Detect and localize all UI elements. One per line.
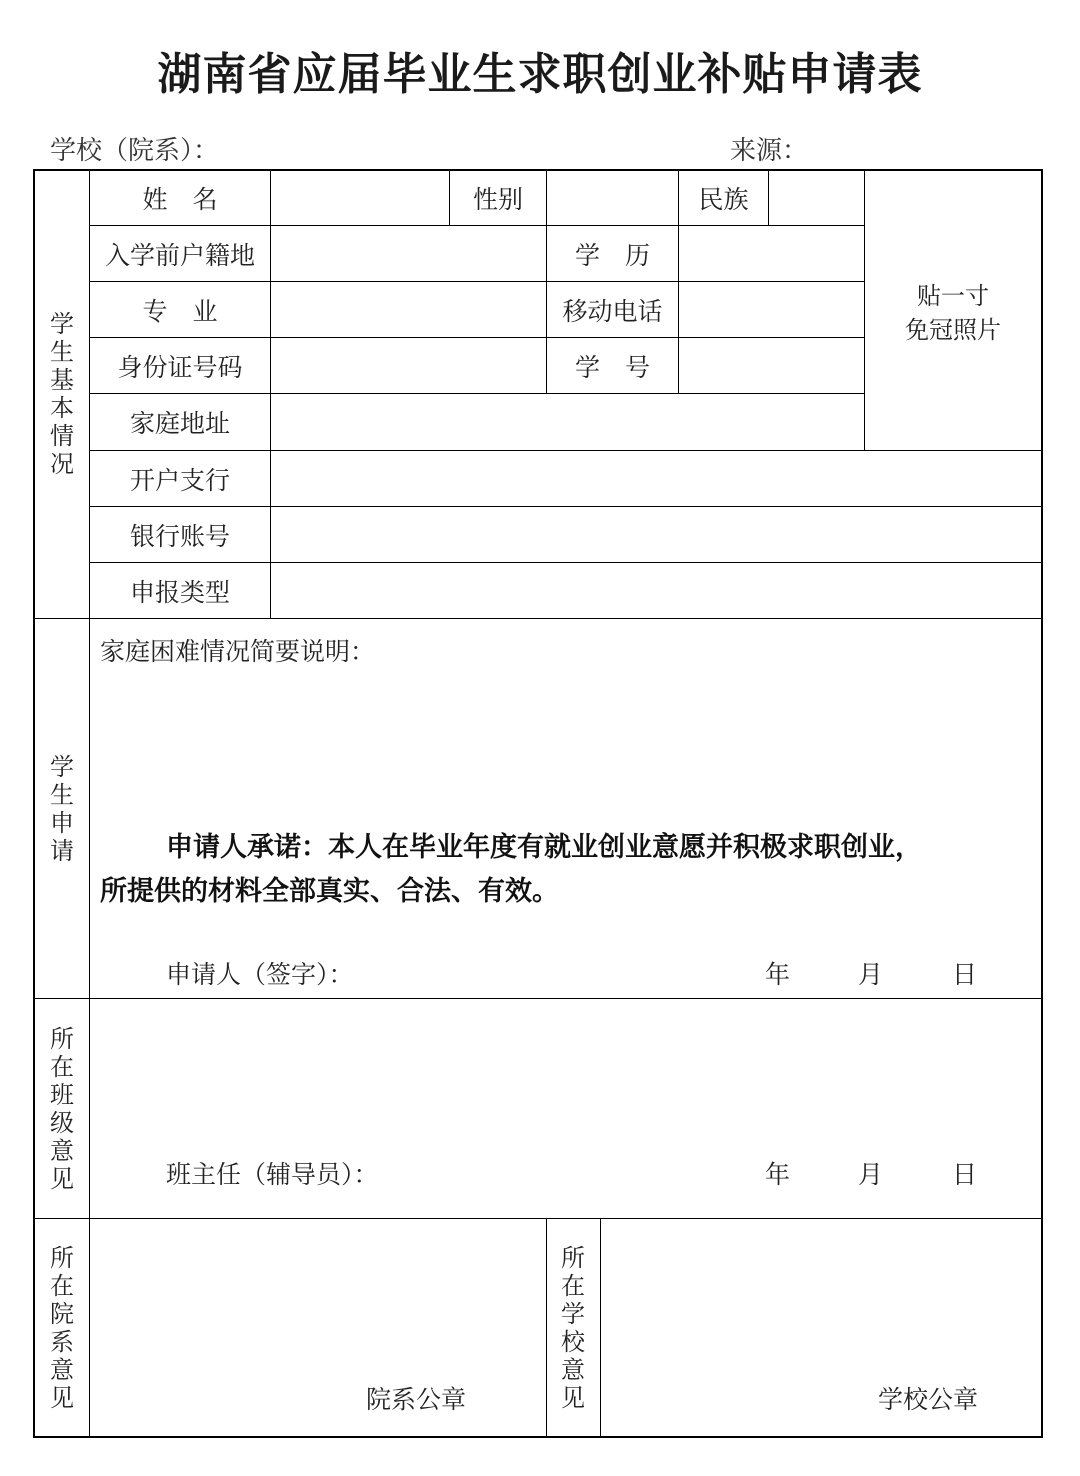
student-no-field[interactable] bbox=[679, 338, 864, 393]
label-mobile: 移动电话 bbox=[562, 296, 663, 326]
section-school-opinion: 所 在 学 校 意 见 bbox=[561, 1244, 585, 1412]
section-class-opinion: 所 在 班 级 意 见 bbox=[50, 1024, 74, 1193]
pledge-line1: 申请人承诺：本人在毕业年度有就业创业意愿并积极求职创业， bbox=[166, 832, 922, 863]
difficulty-label: 家庭困难情况简要说明： bbox=[100, 637, 376, 666]
date-day: 日 bbox=[952, 960, 978, 989]
source-label: 来源： bbox=[730, 136, 809, 166]
education-field[interactable] bbox=[679, 226, 864, 281]
label-hukou: 入学前户籍地 bbox=[104, 240, 255, 270]
name-field[interactable] bbox=[271, 170, 449, 225]
dept-stamp-label: 院系公章 bbox=[366, 1385, 467, 1414]
grid-line bbox=[34, 618, 1042, 619]
label-bank-branch: 开户支行 bbox=[129, 465, 230, 495]
label-student-no: 学 号 bbox=[574, 352, 650, 382]
mobile-field[interactable] bbox=[679, 282, 864, 337]
grid-line bbox=[34, 998, 1042, 999]
counselor-signature-label: 班主任（辅导员）： bbox=[166, 1160, 379, 1189]
photo-placeholder bbox=[864, 279, 1042, 347]
section-application: 学 生 申 请 bbox=[50, 752, 74, 865]
pledge-line2: 所提供的材料全部真实、合法、有效。 bbox=[100, 876, 559, 907]
date-year: 年 bbox=[765, 960, 791, 989]
label-apply-type: 申报类型 bbox=[129, 577, 230, 607]
major-field[interactable] bbox=[271, 282, 546, 337]
date-day: 日 bbox=[952, 1160, 978, 1189]
section-basic-info: 学 生 基 本 情 况 bbox=[50, 310, 74, 478]
label-address: 家庭地址 bbox=[129, 409, 230, 438]
photo-text-line1: 贴一寸 bbox=[917, 282, 989, 310]
label-education: 学 历 bbox=[574, 240, 650, 270]
date-month: 月 bbox=[858, 960, 884, 989]
label-ethnicity: 民族 bbox=[698, 184, 749, 214]
id-number-field[interactable] bbox=[271, 338, 546, 393]
label-name: 姓 名 bbox=[142, 184, 218, 214]
label-gender: 性别 bbox=[472, 184, 523, 214]
bank-branch-field[interactable] bbox=[271, 451, 1042, 506]
section-dept-opinion: 所 在 院 系 意 见 bbox=[50, 1244, 74, 1412]
date-year: 年 bbox=[765, 1160, 791, 1189]
grid-line bbox=[34, 1218, 1042, 1219]
applicant-pledge bbox=[100, 826, 1030, 914]
address-field[interactable] bbox=[271, 394, 864, 450]
applicant-signature-label: 申请人（签字）： bbox=[166, 960, 354, 989]
school-stamp-label: 学校公章 bbox=[878, 1385, 979, 1414]
label-major: 专 业 bbox=[142, 296, 218, 326]
ethnicity-field[interactable] bbox=[769, 170, 864, 225]
label-id-number: 身份证号码 bbox=[117, 352, 243, 382]
school-label: 学校（院系）： bbox=[50, 136, 220, 166]
date-month: 月 bbox=[858, 1160, 884, 1189]
apply-type-field[interactable] bbox=[271, 563, 1042, 618]
label-bank-account: 银行账号 bbox=[129, 521, 230, 551]
grid-line bbox=[600, 1218, 601, 1437]
form-title: 湖南省应届毕业生求职创业补贴申请表 bbox=[157, 49, 923, 100]
gender-field[interactable] bbox=[547, 170, 678, 225]
photo-text-line2: 免冠照片 bbox=[905, 316, 1001, 344]
bank-account-field[interactable] bbox=[271, 507, 1042, 562]
hukou-field[interactable] bbox=[271, 226, 546, 281]
